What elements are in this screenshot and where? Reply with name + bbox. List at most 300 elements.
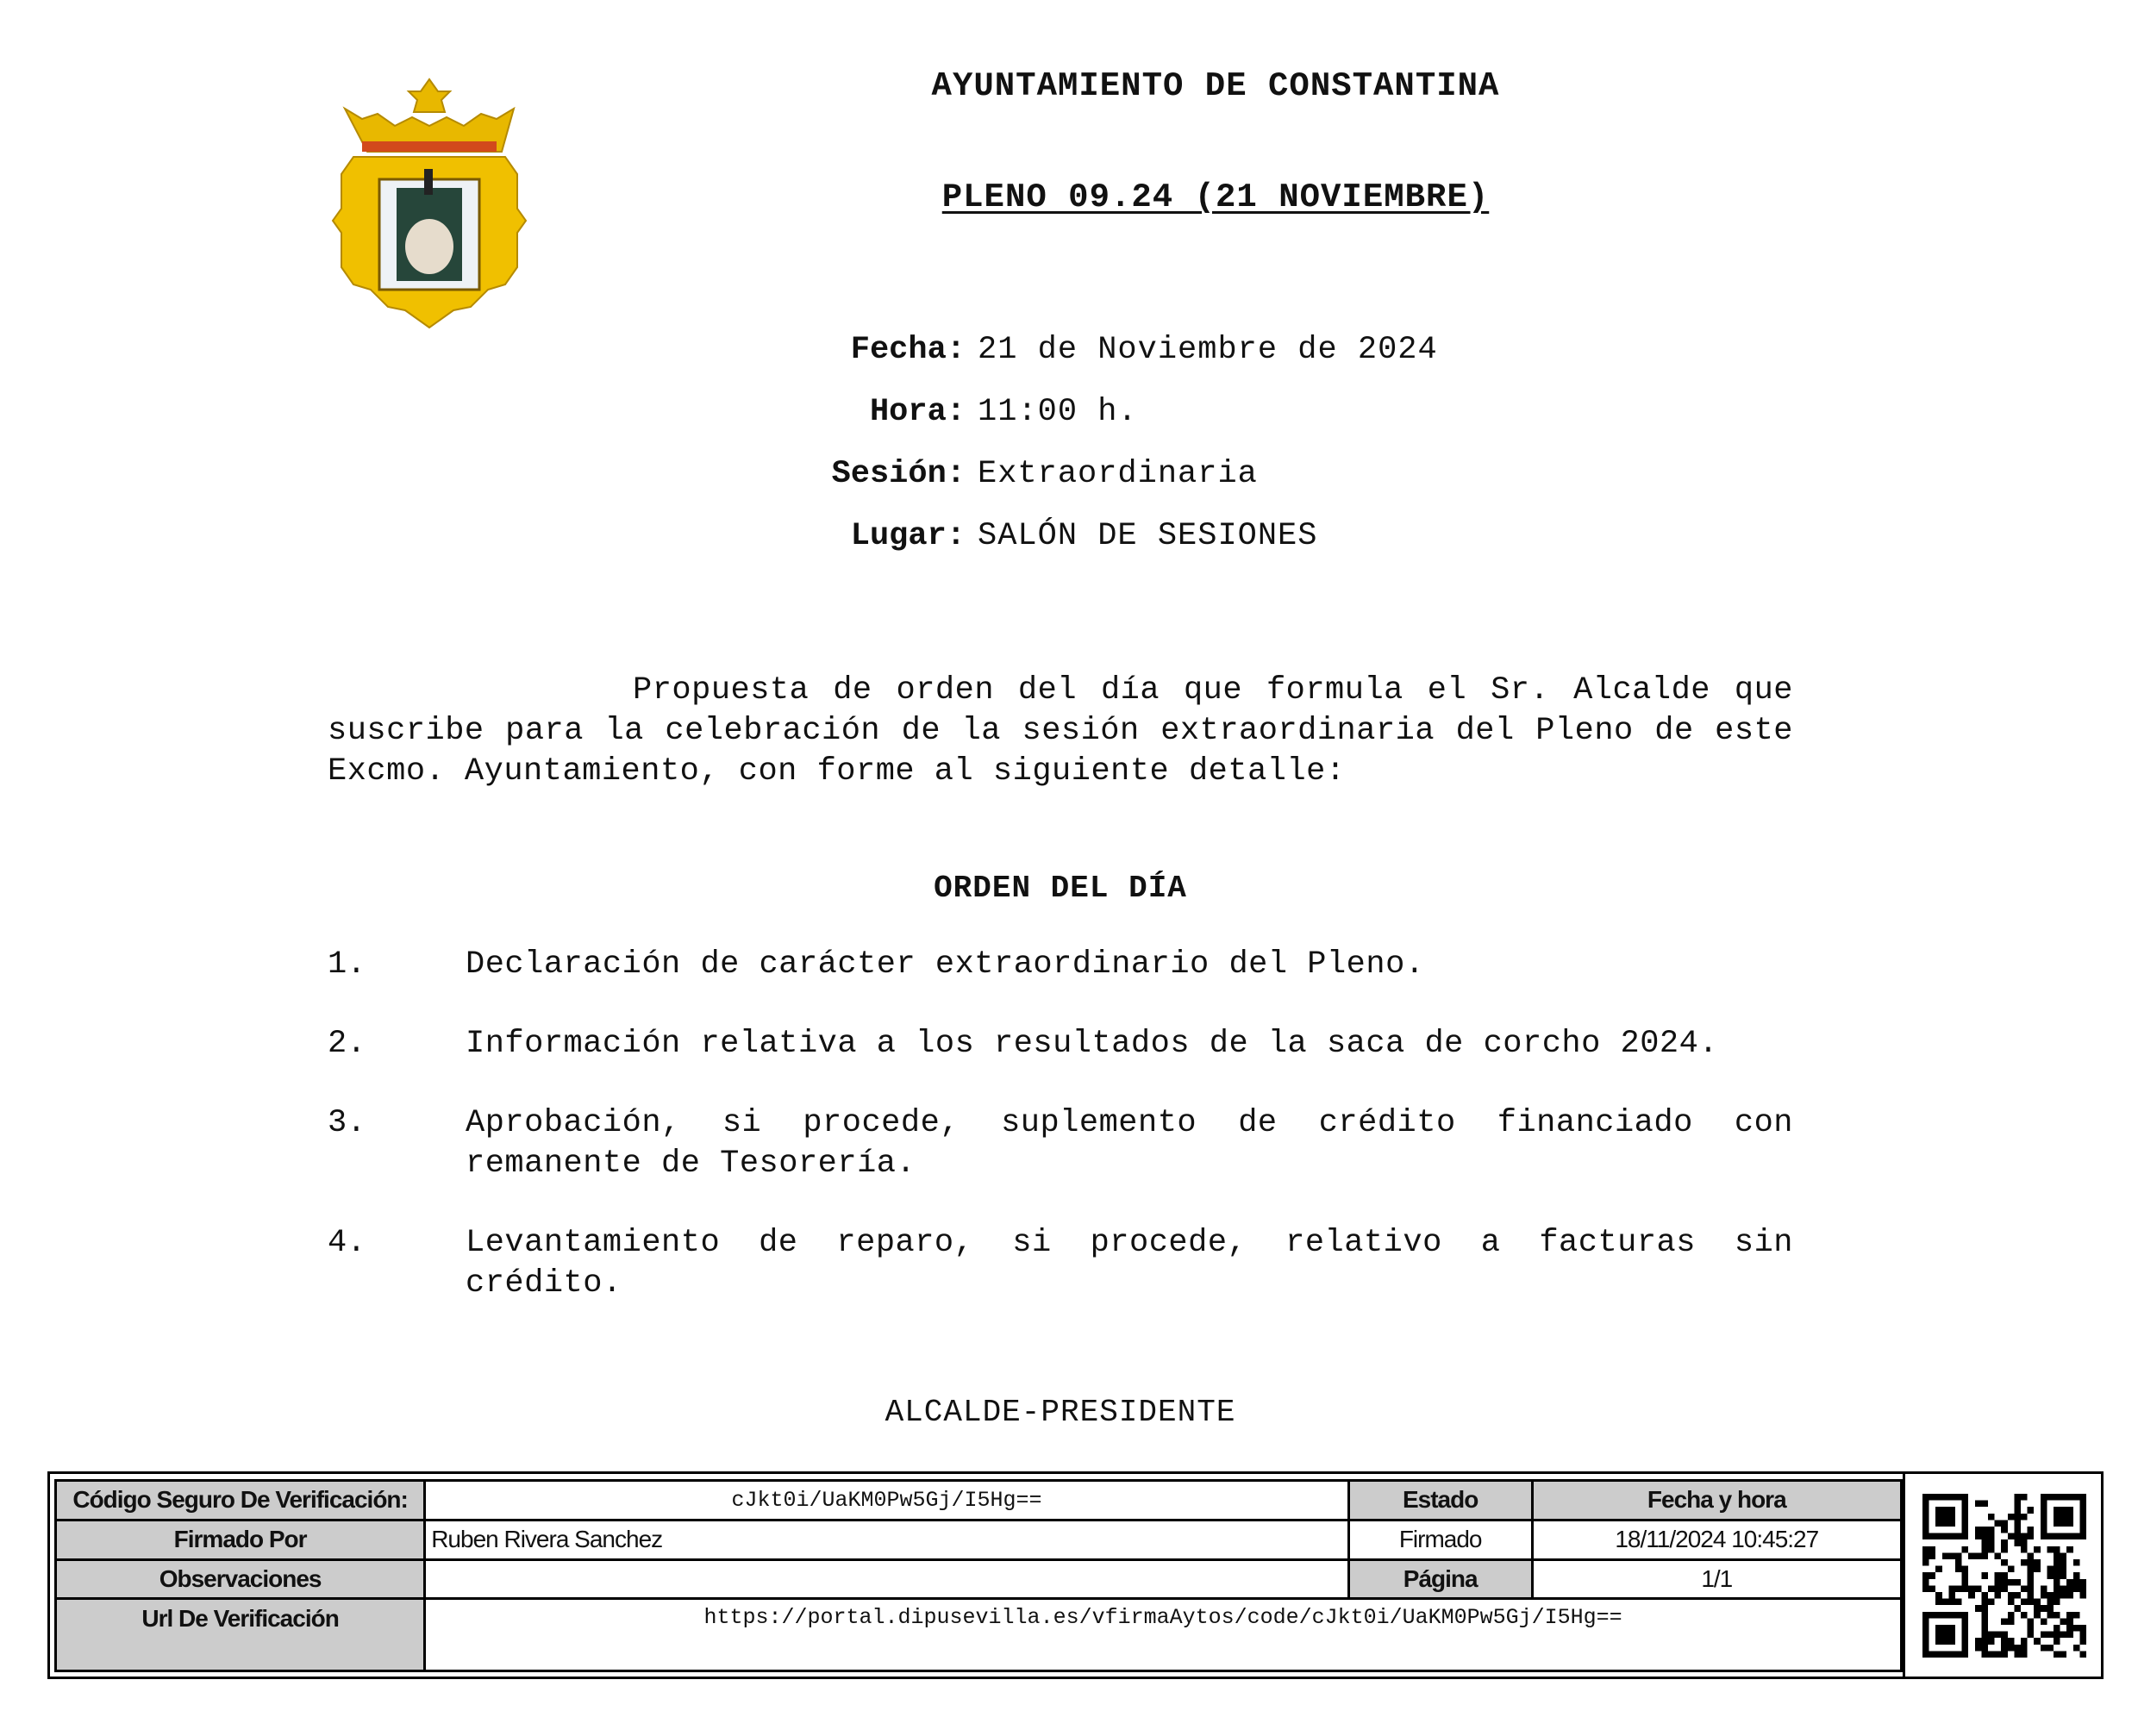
qr-module	[2079, 1494, 2086, 1501]
qr-module	[2001, 1520, 2008, 1527]
qr-cell	[1903, 1471, 2104, 1679]
meta-value: 21 de Noviembre de 2024	[978, 332, 1438, 368]
qr-module	[1948, 1625, 1955, 1632]
qr-module	[2021, 1546, 2028, 1552]
qr-module	[1995, 1631, 2002, 1638]
qr-module	[2041, 1513, 2047, 1520]
qr-module	[2054, 1546, 2060, 1552]
agenda-item-text: Declaración de carácter extraordinario del Pleno.	[466, 946, 1425, 983]
qr-module	[1922, 1651, 1929, 1658]
qr-module	[1995, 1572, 2002, 1579]
qr-module	[2014, 1527, 2021, 1533]
qr-module	[1981, 1527, 1988, 1533]
qr-module	[1981, 1618, 1988, 1625]
qr-module	[2054, 1559, 2060, 1566]
qr-module	[2047, 1644, 2054, 1651]
qr-module	[2066, 1611, 2073, 1618]
qr-module	[1981, 1598, 1988, 1605]
csv-label: Código Seguro De Verificación:	[56, 1481, 425, 1521]
qr-module	[1975, 1605, 1982, 1612]
qr-module	[1988, 1513, 1995, 1520]
qr-module	[2034, 1605, 2041, 1612]
firmado-por-value: Ruben Rivera Sanchez	[425, 1520, 1349, 1559]
qr-module	[2060, 1533, 2067, 1539]
qr-module	[1962, 1500, 1969, 1507]
qr-module	[2041, 1644, 2047, 1651]
qr-module	[2073, 1611, 2080, 1618]
qr-module	[2014, 1507, 2021, 1514]
qr-module	[2028, 1598, 2035, 1605]
qr-module	[2008, 1611, 2015, 1618]
qr-module	[2079, 1631, 2086, 1638]
qr-module	[1922, 1520, 1929, 1527]
qr-module	[2066, 1625, 2073, 1632]
qr-module	[2041, 1605, 2047, 1612]
agenda-item	[328, 1223, 1793, 1304]
qr-module	[1935, 1520, 1942, 1527]
qr-module	[1942, 1631, 1949, 1638]
qr-module	[2014, 1605, 2021, 1612]
qr-module	[1981, 1644, 1988, 1651]
qr-module	[2047, 1592, 2054, 1599]
qr-module	[1942, 1513, 1949, 1520]
qr-module	[2060, 1618, 2067, 1625]
agenda-item-text: Levantamiento de reparo, si procede, relativo a facturas sin crédito.	[466, 1225, 1793, 1302]
qr-module	[1962, 1611, 1969, 1618]
qr-module	[2001, 1578, 2008, 1585]
meta-value: 11:00 h.	[978, 394, 1138, 430]
qr-module	[2008, 1592, 2015, 1599]
qr-module	[1942, 1520, 1949, 1527]
agenda-item	[328, 1103, 1793, 1184]
qr-module	[2054, 1507, 2060, 1514]
qr-module	[2008, 1598, 2015, 1605]
qr-module	[2014, 1513, 2021, 1520]
meta-row-lugar	[776, 505, 1438, 567]
qr-module	[2028, 1559, 2035, 1566]
qr-module	[1988, 1533, 1995, 1539]
qr-module	[1981, 1592, 1988, 1599]
verification-row-url	[56, 1599, 1902, 1671]
qr-module	[2028, 1572, 2035, 1579]
qr-module	[2066, 1578, 2073, 1585]
qr-module	[1975, 1533, 1982, 1539]
qr-module	[2014, 1500, 2021, 1507]
qr-module	[1935, 1631, 1942, 1638]
qr-module	[2047, 1631, 2054, 1638]
qr-module	[1962, 1513, 1969, 1520]
qr-module	[1962, 1494, 1969, 1501]
qr-module	[2054, 1552, 2060, 1559]
qr-module	[2041, 1520, 2047, 1527]
qr-module	[1955, 1494, 1962, 1501]
coat-of-arms-icon	[328, 74, 531, 329]
agenda-item-text: Información relativa a los resultados de la saca de corcho 2024.	[466, 1026, 1719, 1062]
session-title-text: PLENO 09.24 (21 NOVIEMBRE)	[941, 178, 1490, 216]
qr-module	[1922, 1494, 1929, 1501]
qr-module	[2054, 1578, 2060, 1585]
qr-module	[2021, 1494, 2028, 1501]
qr-module	[1975, 1527, 1982, 1533]
qr-module	[1929, 1533, 1936, 1539]
qr-module	[2028, 1585, 2035, 1592]
qr-module	[1922, 1533, 1929, 1539]
qr-module	[1962, 1618, 1969, 1625]
intro-text: Propuesta de orden del día que formula el Sr. Alcalde que suscribe para la celebración de la sesión extraordinaria del Pleno de este Excmo. Ayuntamiento, con forme al siguiente detalle:	[328, 672, 1793, 790]
qr-module	[1975, 1585, 1982, 1592]
meta-value: SALÓN DE SESIONES	[978, 518, 1318, 554]
session-title	[871, 178, 1560, 216]
verification-row-firmado	[56, 1520, 1902, 1559]
qr-module	[2028, 1631, 2035, 1638]
qr-module	[2054, 1572, 2060, 1579]
qr-module	[1922, 1546, 1929, 1552]
qr-module	[2021, 1533, 2028, 1539]
qr-module	[1995, 1520, 2002, 1527]
qr-module	[1922, 1618, 1929, 1625]
qr-module	[2028, 1625, 2035, 1632]
qr-module	[1962, 1644, 1969, 1651]
meta-label: Sesión:	[831, 456, 966, 492]
qr-module	[2060, 1651, 2067, 1658]
qr-module	[2041, 1494, 2047, 1501]
session-details	[776, 319, 1438, 567]
qr-module	[2073, 1625, 2080, 1632]
qr-module	[2001, 1559, 2008, 1566]
qr-module	[2066, 1546, 2073, 1552]
qr-module	[1981, 1500, 1988, 1507]
qr-module	[2034, 1565, 2041, 1572]
qr-module	[2073, 1578, 2080, 1585]
qr-module	[1935, 1565, 1942, 1572]
agenda-item	[328, 1024, 1793, 1065]
qr-module	[2060, 1552, 2067, 1559]
qr-module	[1935, 1651, 1942, 1658]
qr-module	[1948, 1552, 1955, 1559]
qr-module	[1935, 1507, 1942, 1514]
qr-module	[2001, 1527, 2008, 1533]
qr-module	[2034, 1638, 2041, 1645]
qr-module	[2060, 1572, 2067, 1579]
qr-module	[2041, 1527, 2047, 1533]
qr-module	[1962, 1527, 1969, 1533]
qr-module	[1942, 1507, 1949, 1514]
qr-module	[1975, 1500, 1982, 1507]
qr-module	[1955, 1533, 1962, 1539]
qr-module	[1929, 1651, 1936, 1658]
url-label: Url De Verificación	[56, 1599, 425, 1671]
qr-module	[2054, 1592, 2060, 1599]
qr-module	[1929, 1494, 1936, 1501]
verification-url-link[interactable]: https://portal.dipusevilla.es/vfirmaAytos/code/cJkt0i/UaKM0Pw5Gj/I5Hg==	[425, 1599, 1902, 1671]
qr-module	[2054, 1585, 2060, 1592]
qr-module	[2028, 1507, 2035, 1514]
qr-module	[2066, 1631, 2073, 1638]
meta-label: Lugar:	[850, 518, 966, 554]
qr-module	[1935, 1494, 1942, 1501]
qr-module	[1929, 1585, 1936, 1592]
agenda-item-number: 3.	[328, 1105, 366, 1141]
qr-module	[1988, 1651, 1995, 1658]
qr-module	[2021, 1611, 2028, 1618]
agenda-item	[328, 945, 1793, 985]
qr-module	[2041, 1592, 2047, 1599]
qr-module	[1948, 1533, 1955, 1539]
qr-module	[2041, 1618, 2047, 1625]
qr-module	[2008, 1644, 2015, 1651]
intro-paragraph	[328, 671, 1793, 792]
qr-module	[1948, 1651, 1955, 1658]
qr-module	[1981, 1651, 1988, 1658]
qr-module	[1962, 1565, 1969, 1572]
agenda-item-text: Aprobación, si procede, suplemento de crédito financiado con remanente de Tesorería.	[466, 1105, 1793, 1182]
qr-module	[1981, 1631, 1988, 1638]
qr-module	[2028, 1618, 2035, 1625]
qr-module	[1968, 1552, 1975, 1559]
qr-module	[2008, 1565, 2015, 1572]
qr-module	[1955, 1552, 1962, 1559]
qr-module	[2079, 1500, 2086, 1507]
qr-module	[2041, 1507, 2047, 1514]
qr-module	[1922, 1625, 1929, 1632]
qr-module	[2041, 1500, 2047, 1507]
qr-module	[1955, 1611, 1962, 1618]
qr-module	[1922, 1559, 1929, 1566]
qr-module	[1988, 1631, 1995, 1638]
qr-module	[2054, 1598, 2060, 1605]
qr-module	[2014, 1644, 2021, 1651]
qr-module	[2066, 1618, 2073, 1625]
qr-module	[1995, 1651, 2002, 1658]
qr-module	[1935, 1598, 1942, 1605]
observaciones-value	[425, 1559, 1349, 1599]
qr-module	[1955, 1651, 1962, 1658]
qr-module	[1948, 1592, 1955, 1599]
qr-module	[2034, 1611, 2041, 1618]
estado-label: Estado	[1348, 1481, 1532, 1521]
qr-module	[1942, 1625, 1949, 1632]
qr-module	[2021, 1559, 2028, 1566]
estado-value: Firmado	[1348, 1520, 1532, 1559]
qr-module	[2079, 1625, 2086, 1632]
qr-module	[2047, 1611, 2054, 1618]
qr-module	[1922, 1513, 1929, 1520]
qr-module	[2028, 1565, 2035, 1572]
qr-module	[2001, 1546, 2008, 1552]
qr-module	[2060, 1513, 2067, 1520]
qr-module	[2079, 1513, 2086, 1520]
qr-module	[2001, 1618, 2008, 1625]
agenda-item-number: 4.	[328, 1225, 366, 1261]
qr-module	[2041, 1631, 2047, 1638]
qr-module	[2034, 1559, 2041, 1566]
qr-module	[1962, 1638, 1969, 1645]
qr-module	[1981, 1611, 1988, 1618]
qr-module	[1935, 1533, 1942, 1539]
qr-module	[2060, 1585, 2067, 1592]
qr-module	[1942, 1638, 1949, 1645]
qr-module	[1981, 1533, 1988, 1539]
fecha-hora-label: Fecha y hora	[1532, 1481, 1901, 1521]
csv-value: cJkt0i/UaKM0Pw5Gj/I5Hg==	[425, 1481, 1349, 1521]
qr-module	[2014, 1520, 2021, 1527]
qr-module	[1988, 1527, 1995, 1533]
qr-module	[1975, 1644, 1982, 1651]
qr-module	[2047, 1565, 2054, 1572]
qr-module	[2060, 1565, 2067, 1572]
qr-module	[1948, 1631, 1955, 1638]
qr-module	[2054, 1494, 2060, 1501]
qr-module	[2079, 1527, 2086, 1533]
qr-module	[2066, 1585, 2073, 1592]
qr-module	[1935, 1625, 1942, 1632]
qr-module	[2079, 1507, 2086, 1514]
qr-module	[2054, 1611, 2060, 1618]
qr-module	[2047, 1533, 2054, 1539]
qr-module	[1981, 1572, 1988, 1579]
qr-module	[2054, 1625, 2060, 1632]
qr-module	[2073, 1572, 2080, 1579]
qr-module	[1962, 1631, 1969, 1638]
meta-label: Hora:	[869, 394, 966, 430]
qr-module	[1948, 1638, 1955, 1645]
qr-module	[1962, 1572, 1969, 1579]
qr-module	[1981, 1625, 1988, 1632]
qr-module	[2066, 1533, 2073, 1539]
qr-module	[1988, 1539, 1995, 1546]
qr-module	[1962, 1507, 1969, 1514]
qr-module	[1929, 1572, 1936, 1579]
qr-module	[1929, 1611, 1936, 1618]
qr-code-icon	[1922, 1494, 2086, 1658]
qr-module	[2060, 1559, 2067, 1566]
qr-module	[2073, 1533, 2080, 1539]
qr-module	[1995, 1552, 2002, 1559]
signature-title: ALCALDE-PRESIDENTE	[885, 1395, 1236, 1430]
fecha-hora-value: 18/11/2024 10:45:27	[1532, 1520, 1901, 1559]
qr-module	[2060, 1592, 2067, 1599]
qr-module	[2079, 1592, 2086, 1599]
qr-module	[2079, 1638, 2086, 1645]
meta-row-sesion	[776, 443, 1438, 505]
qr-module	[1948, 1520, 1955, 1527]
observaciones-label: Observaciones	[56, 1559, 425, 1599]
qr-module	[2014, 1533, 2021, 1539]
qr-module	[1988, 1638, 1995, 1645]
qr-module	[2073, 1559, 2080, 1566]
qr-module	[2079, 1585, 2086, 1592]
qr-module	[1981, 1552, 1988, 1559]
qr-module	[1922, 1631, 1929, 1638]
qr-module	[2014, 1494, 2021, 1501]
qr-module	[1922, 1585, 1929, 1592]
qr-module	[2041, 1533, 2047, 1539]
qr-module	[2047, 1598, 2054, 1605]
qr-module	[1962, 1520, 1969, 1527]
qr-module	[1922, 1578, 1929, 1585]
qr-module	[1995, 1585, 2002, 1592]
qr-module	[2047, 1494, 2054, 1501]
qr-module	[2014, 1651, 2021, 1658]
qr-module	[2054, 1565, 2060, 1572]
meta-value: Extraordinaria	[978, 456, 1258, 492]
qr-module	[1955, 1598, 1962, 1605]
qr-module	[2054, 1533, 2060, 1539]
qr-module	[1935, 1592, 1942, 1599]
qr-module	[2054, 1651, 2060, 1658]
qr-module	[2054, 1638, 2060, 1645]
qr-module	[2008, 1578, 2015, 1585]
qr-module	[1955, 1559, 1962, 1566]
qr-module	[1922, 1500, 1929, 1507]
qr-module	[1981, 1539, 1988, 1546]
qr-module	[1942, 1533, 1949, 1539]
qr-module	[2021, 1598, 2028, 1605]
qr-module	[1942, 1611, 1949, 1618]
qr-module	[1942, 1651, 1949, 1658]
agenda-list	[328, 945, 1793, 1304]
qr-module	[1962, 1651, 1969, 1658]
qr-module	[1942, 1598, 1949, 1605]
qr-module	[1968, 1585, 1975, 1592]
qr-module	[1962, 1625, 1969, 1632]
qr-module	[2001, 1638, 2008, 1645]
qr-module	[1955, 1565, 1962, 1572]
qr-module	[2073, 1494, 2080, 1501]
qr-module	[1962, 1585, 1969, 1592]
qr-module	[1981, 1638, 1988, 1645]
organization-title: AYUNTAMIENTO DE CONSTANTINA	[931, 67, 1500, 105]
firmado-por-label: Firmado Por	[56, 1520, 425, 1559]
qr-module	[1922, 1638, 1929, 1645]
qr-module	[1922, 1552, 1929, 1559]
qr-module	[2008, 1638, 2015, 1645]
qr-module	[2060, 1494, 2067, 1501]
qr-module	[2001, 1631, 2008, 1638]
qr-module	[1975, 1552, 1982, 1559]
qr-module	[1922, 1527, 1929, 1533]
qr-module	[1922, 1507, 1929, 1514]
agenda-item-number: 1.	[328, 946, 366, 983]
qr-module	[2001, 1572, 2008, 1579]
qr-module	[2008, 1513, 2015, 1520]
qr-module	[1922, 1611, 1929, 1618]
qr-module	[2034, 1598, 2041, 1605]
qr-module	[2054, 1631, 2060, 1638]
qr-module	[2066, 1513, 2073, 1520]
qr-module	[2021, 1644, 2028, 1651]
qr-module	[1962, 1546, 1969, 1552]
qr-module	[2014, 1578, 2021, 1585]
meta-row-fecha	[776, 319, 1438, 381]
qr-module	[2028, 1592, 2035, 1599]
qr-module	[2021, 1651, 2028, 1658]
qr-module	[2073, 1585, 2080, 1592]
qr-module	[1968, 1592, 1975, 1599]
qr-module	[2073, 1644, 2080, 1651]
qr-module	[1935, 1611, 1942, 1618]
qr-module	[1962, 1533, 1969, 1539]
qr-module	[2028, 1533, 2035, 1539]
qr-module	[2001, 1539, 2008, 1546]
qr-module	[2060, 1507, 2067, 1514]
qr-module	[2066, 1507, 2073, 1514]
qr-module	[1948, 1611, 1955, 1618]
qr-module	[2066, 1520, 2073, 1527]
qr-module	[2021, 1513, 2028, 1520]
qr-module	[1922, 1572, 1929, 1579]
qr-module	[2047, 1546, 2054, 1552]
